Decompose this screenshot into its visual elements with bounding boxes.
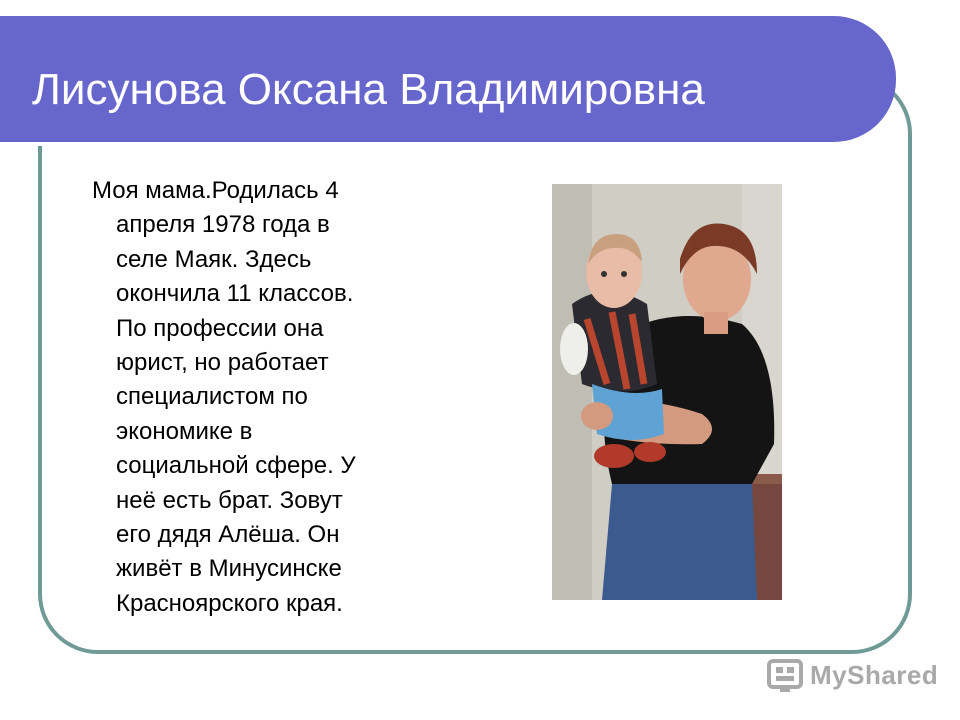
slide-body-text: Моя мама.Родилась 4 апреля 1978 года в селе Маяк. Здесь окончила 11 классов. По профессии она юрист, но работает специалистом по экономике в социальной сфере. У неё есть брат. Зовут его дядя Алёша. Он живёт в Минусинске Красноярского края. <box>92 177 356 617</box>
title-underline <box>0 142 846 146</box>
photo-image <box>552 184 782 600</box>
watermark-text: MyShared <box>810 660 939 690</box>
slide-title: Лисунова Оксана Владимировна <box>32 65 705 114</box>
myshared-logo-icon <box>766 658 804 694</box>
photo-illustration <box>552 184 782 600</box>
title-bar <box>0 16 896 142</box>
myshared-watermark <box>766 654 939 696</box>
